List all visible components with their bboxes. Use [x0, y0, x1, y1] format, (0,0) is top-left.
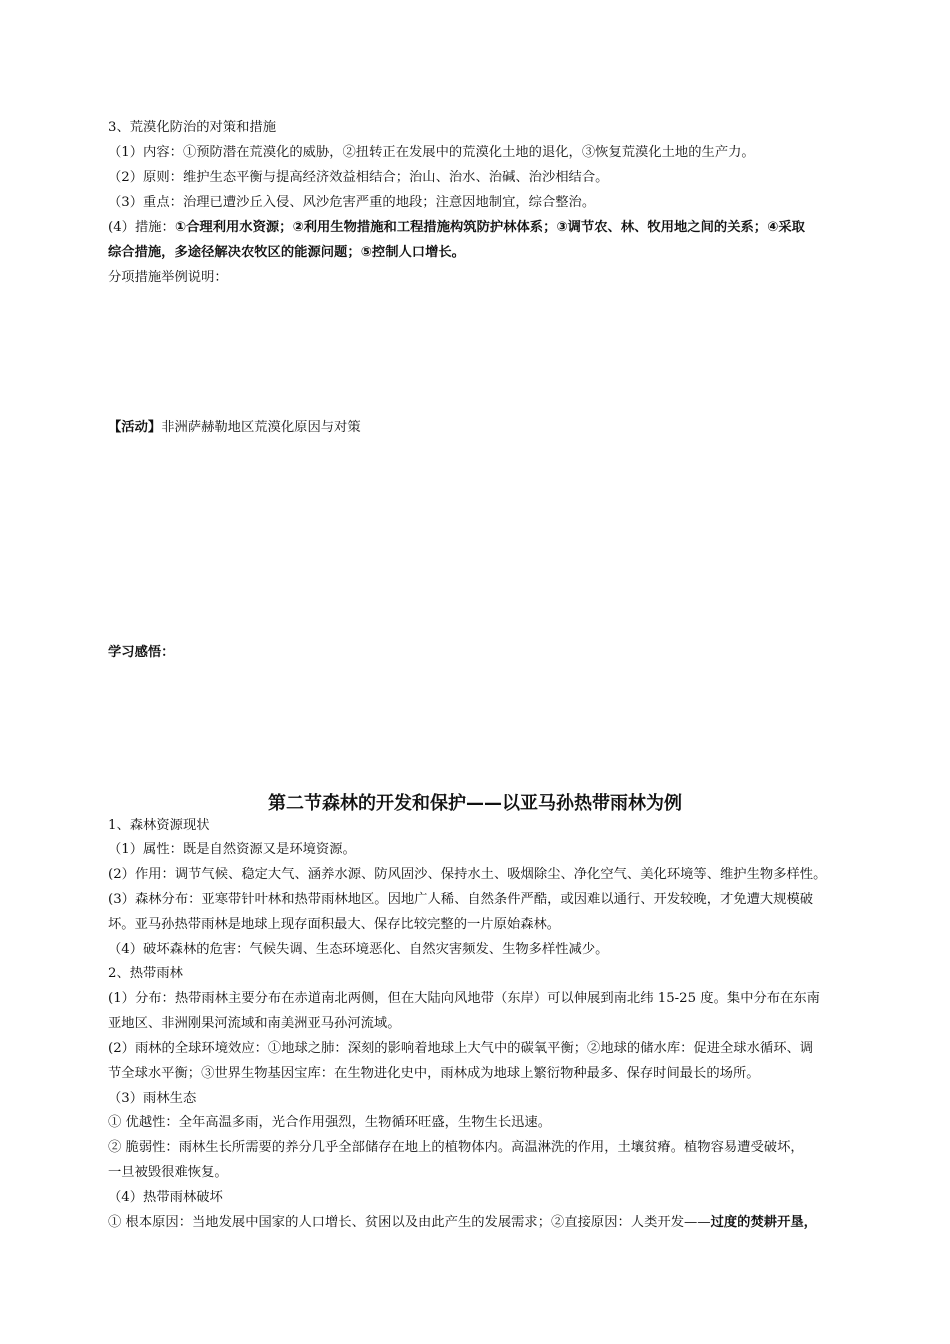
activity-label: 【活动】: [108, 420, 162, 435]
paragraph: ① 优越性：全年高温多雨，光合作用强烈，生物循环旺盛，生物生长迅速。: [108, 1115, 552, 1130]
paragraph: (2）作用：调节气候、稳定大气、涵养水源、防风固沙、保持水土、吸烟除尘、净化空气、美化环境等、维护生物多样性。: [108, 867, 827, 882]
destroy-bold: 过度的焚耕开垦，: [710, 1215, 817, 1230]
paragraph: 节全球水平衡；③世界生物基因宝库：在生物进化史中，雨林成为地球上繁衍物种最多、保存时间最长的场所。: [108, 1066, 760, 1081]
paragraph: （3）雨林生态: [108, 1091, 197, 1106]
activity-text: 非洲萨赫勒地区荒漠化原因与对策: [161, 420, 361, 435]
paragraph: （4）热带雨林破坏: [108, 1190, 223, 1205]
paragraph: （4）破坏森林的危害：气候失调、生态环境恶化、自然灾害频发、生物多样性减少。: [108, 942, 609, 957]
activity-line: [108, 418, 848, 438]
section-heading: 1、森林资源现状: [108, 818, 210, 833]
paragraph: （1）属性：既是自然资源又是环境资源。: [108, 842, 356, 857]
paragraph: [108, 218, 848, 238]
paragraph: (3）森林分布：亚寒带针叶林和热带雨林地区。因地广人稀、自然条件严酷，或因难以通行、开发较晚，才免遭大规模破: [108, 892, 814, 907]
paragraph: ② 脆弱性：雨林生长所需要的养分几乎全部储存在地上的植物体内。高温淋洗的作用，土壤贫瘠。植物容易遭受破坏，: [108, 1140, 804, 1155]
paragraph: [108, 1213, 848, 1233]
paragraph: 亚地区、非洲刚果河流域和南美洲亚马孙河流域。: [108, 1016, 401, 1031]
section-heading: 3、荒漠化防治的对策和措施: [108, 120, 277, 135]
measures-label: (4）措施：: [108, 220, 175, 235]
paragraph: (2）雨林的全球环境效应：①地球之肺：深刻的影响着地球上大气中的碳氧平衡；②地球的储水库：促进全球水循环、调: [108, 1041, 814, 1056]
paragraph: 坏。亚马孙热带雨林是地球上现存面积最大、保存比较完整的一片原始森林。: [108, 917, 561, 932]
reflection-label: 学习感悟：: [108, 645, 175, 660]
measures-bold-cont: 综合措施，多途径解决农牧区的能源问题；⑤控制人口增长。: [108, 245, 465, 260]
section-title: 第二节森林的开发和保护——以亚马孙热带雨林为例: [268, 793, 682, 814]
destroy-text: ① 根本原因：当地发展中国家的人口增长、贫困以及由此产生的发展需求；②直接原因：人类开发——: [108, 1215, 711, 1230]
paragraph: （3）重点：治理已遭沙丘入侵、风沙危害严重的地段；注意因地制宜，综合整治。: [108, 195, 596, 210]
measures-bold: ①合理利用水资源；②利用生物措施和工程措施构筑防护林体系；③调节农、林、牧用地之间的关系；④采取: [174, 220, 805, 235]
paragraph: （2）原则：维护生态平衡与提高经济效益相结合；治山、治水、治碱、治沙相结合。: [108, 170, 609, 185]
paragraph: (1）分布：热带雨林主要分布在赤道南北两侧，但在大陆向风地带（东岸）可以伸展到南北纬 15-25 度。集中分布在东南: [108, 991, 820, 1006]
paragraph: （1）内容：①预防潜在荒漠化的威胁，②扭转正在发展中的荒漠化土地的退化，③恢复荒漠化土地的生产力。: [108, 145, 755, 160]
section-heading: 2、热带雨林: [108, 966, 183, 981]
paragraph: 一旦被毁很难恢复。: [108, 1165, 228, 1180]
paragraph: 分项措施举例说明：: [108, 270, 228, 285]
